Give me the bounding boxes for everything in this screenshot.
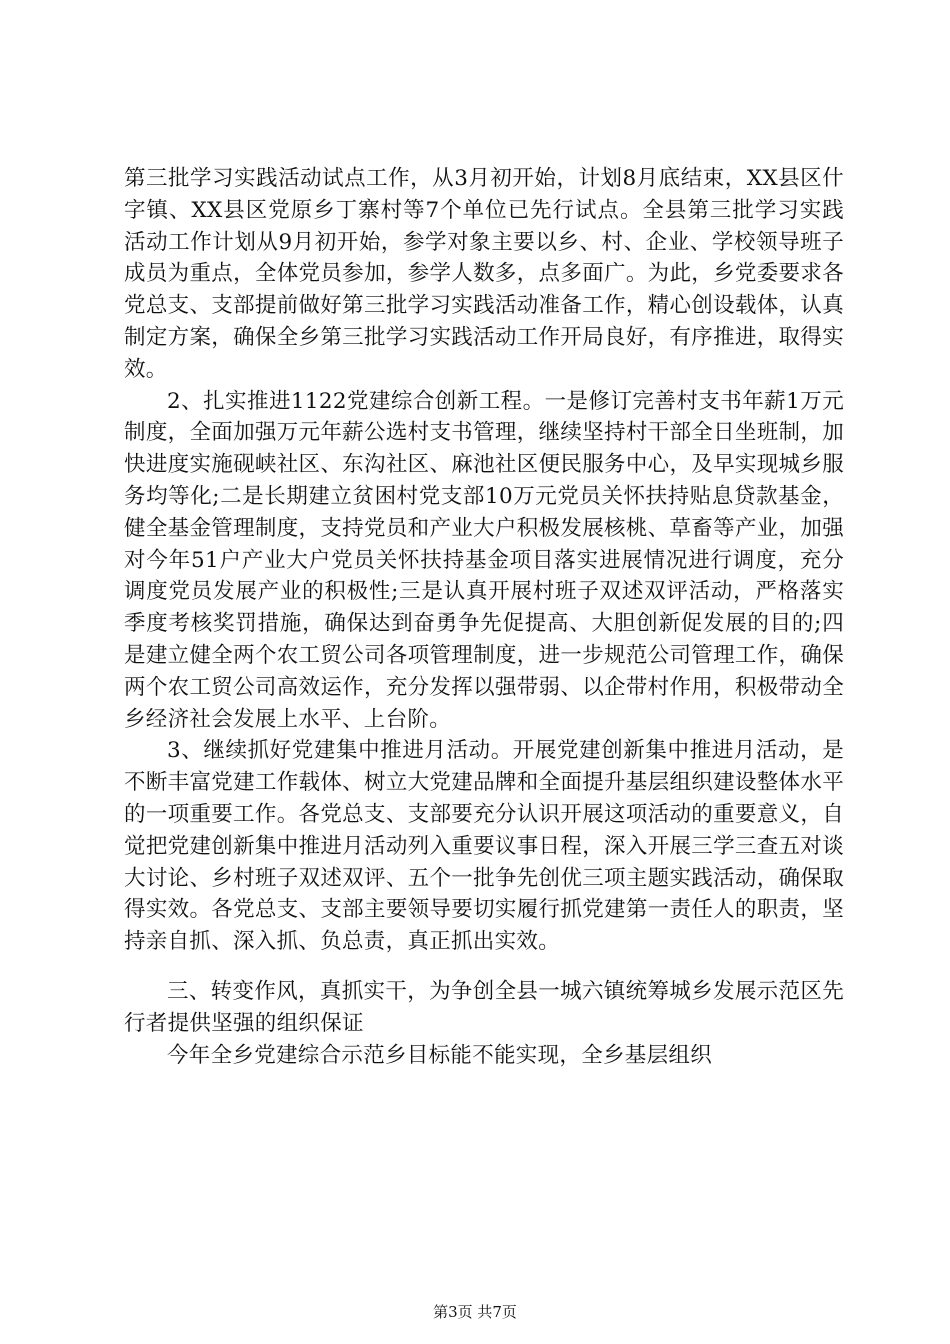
paragraph-goal-intro: 今年全乡党建综合示范乡目标能不能实现，全乡基层组织 bbox=[167, 1042, 713, 1068]
paragraph-spacer bbox=[124, 958, 844, 976]
paragraph-push-month-activity: 3、继续抓好党建集中推进月活动。开展党建创新集中推进月活动，是不断丰富党建工作载体、树立大党建品牌和全面提升基层组织建设整体水平的一项重要工作。各党总支、支部要充分认识开展这项活动的重要意义，自觉把党建创新集中推进月活动列入重要议事日程，深入开展三学三查五对谈大讨论、乡村班子双述双评、五个一批争先创优三项主题实践活动，确保取得实效。各党总支、支部主要领导要切实履行抓党建第一责任人的职责，坚持亲自抓、深入抓、负总责，真正抓出实效。 bbox=[124, 738, 844, 955]
paragraph-1122-project: 2、扎实推进1122党建综合创新工程。一是修订完善村支书年薪1万元制度，全面加强万元年薪公选村支书管理，继续坚持村干部全日坐班制，加快进度实施砚峡社区、东沟社区、麻池社区便民服务中心，及早实现城乡服务均等化;二是长期建立贫困村党支部10万元党员关怀扶持贴息贷款基金，健全基金管理制度，支持党员和产业大户积极发展核桃、草畜等产业，加强对今年51户产业大户党员关怀扶持基金项目落实进展情况进行调度，充分调度党员发展产业的积极性;三是认真开展村班子双述双评活动，严格落实季度考核奖罚措施，确保达到奋勇争先促提高、大胆创新促发展的目的;四是建立健全两个农工贸公司各项管理制度，进一步规范公司管理工作，确保两个农工贸公司高效运作，充分发挥以强带弱、以企带村作用，积极带动全乡经济社会发展上水平、上台阶。 bbox=[124, 388, 844, 732]
document-body bbox=[124, 163, 844, 1071]
paragraph-pilot-work: 第三批学习实践活动试点工作，从3月初开始，计划8月底结束，XX县区什字镇、XX县区党原乡丁寨村等7个单位已先行试点。全县第三批学习实践活动工作计划从9月初开始，参学对象主要以乡、村、企业、学校领导班子成员为重点，全体党员参加，参学人数多，点多面广。为此，乡党委要求各党总支、支部提前做好第三批学习实践活动准备工作，精心创设载体，认真制定方案，确保全乡第三批学习实践活动工作开局良好，有序推进，取得实效。 bbox=[124, 166, 844, 382]
page-number-footer: 第3页 共7页 bbox=[433, 1303, 517, 1321]
section-heading-three: 三、转变作风，真抓实干，为争创全县一城六镇统筹城乡发展示范区先行者提供坚强的组织保证 bbox=[124, 978, 844, 1036]
